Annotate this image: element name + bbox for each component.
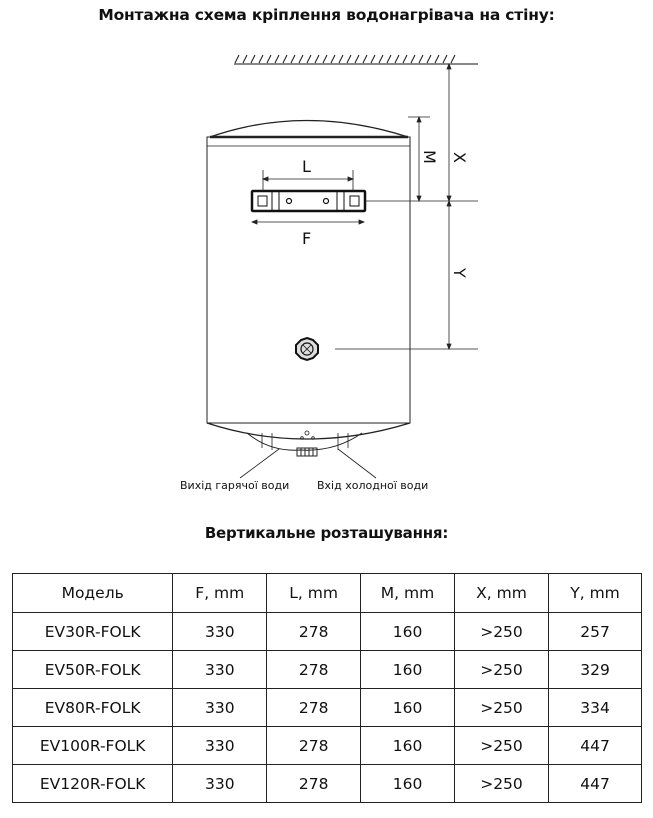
cell-x: >250 xyxy=(454,613,548,651)
caption-cold-water-inlet: Вхід холодної води xyxy=(317,479,429,492)
cell-m: 160 xyxy=(361,651,455,689)
cell-l: 278 xyxy=(267,613,361,651)
cell-l: 278 xyxy=(267,651,361,689)
wall-bracket-icon xyxy=(252,191,365,211)
table-row xyxy=(13,613,642,651)
label-L: L xyxy=(302,157,311,176)
cell-m: 160 xyxy=(361,727,455,765)
dimensions-table xyxy=(12,573,642,803)
cell-x: >250 xyxy=(454,651,548,689)
section-subtitle: Вертикальне розташування: xyxy=(204,524,449,542)
cell-l: 278 xyxy=(267,765,361,803)
mounting-diagram xyxy=(0,40,653,500)
cell-model: EV30R-FOLK xyxy=(13,613,173,651)
cell-m: 160 xyxy=(361,689,455,727)
cell-model: EV100R-FOLK xyxy=(13,727,173,765)
cell-x: >250 xyxy=(454,765,548,803)
cell-f: 330 xyxy=(173,613,267,651)
ceiling-hatch-icon xyxy=(234,55,478,64)
cell-m: 160 xyxy=(361,613,455,651)
cell-y: 447 xyxy=(549,765,642,803)
caption-leaders xyxy=(240,449,376,478)
table-row xyxy=(13,651,642,689)
header-l: L, mm xyxy=(267,574,361,613)
cell-y: 334 xyxy=(549,689,642,727)
page-title: Монтажна схема кріплення водонагрівача на стіну: xyxy=(98,6,555,24)
header-model: Модель xyxy=(13,574,173,613)
label-F: F xyxy=(302,229,312,248)
table-row xyxy=(13,727,642,765)
cell-l: 278 xyxy=(267,689,361,727)
cell-f: 330 xyxy=(173,651,267,689)
caption-hot-water-outlet: Вихід гарячої води xyxy=(180,479,290,492)
cell-f: 330 xyxy=(173,689,267,727)
header-f: F, mm xyxy=(173,574,267,613)
cell-f: 330 xyxy=(173,765,267,803)
cell-x: >250 xyxy=(454,689,548,727)
dimension-F xyxy=(252,220,364,224)
cell-y: 329 xyxy=(549,651,642,689)
cell-x: >250 xyxy=(454,727,548,765)
cell-y: 257 xyxy=(549,613,642,651)
cell-model: EV80R-FOLK xyxy=(13,689,173,727)
header-m: M, mm xyxy=(361,574,455,613)
label-X: X xyxy=(450,152,469,163)
cell-model: EV120R-FOLK xyxy=(13,765,173,803)
cell-y: 447 xyxy=(549,727,642,765)
cell-model: EV50R-FOLK xyxy=(13,651,173,689)
label-M: M xyxy=(420,150,439,164)
label-Y: Y xyxy=(450,268,469,278)
cell-m: 160 xyxy=(361,765,455,803)
thermostat-knob-icon xyxy=(296,338,318,360)
cell-l: 278 xyxy=(267,727,361,765)
header-x: X, mm xyxy=(454,574,548,613)
table-header-row xyxy=(13,574,642,613)
header-y: Y, mm xyxy=(549,574,642,613)
table-row xyxy=(13,765,642,803)
table-row xyxy=(13,689,642,727)
dimension-X xyxy=(447,64,451,201)
cell-f: 330 xyxy=(173,727,267,765)
